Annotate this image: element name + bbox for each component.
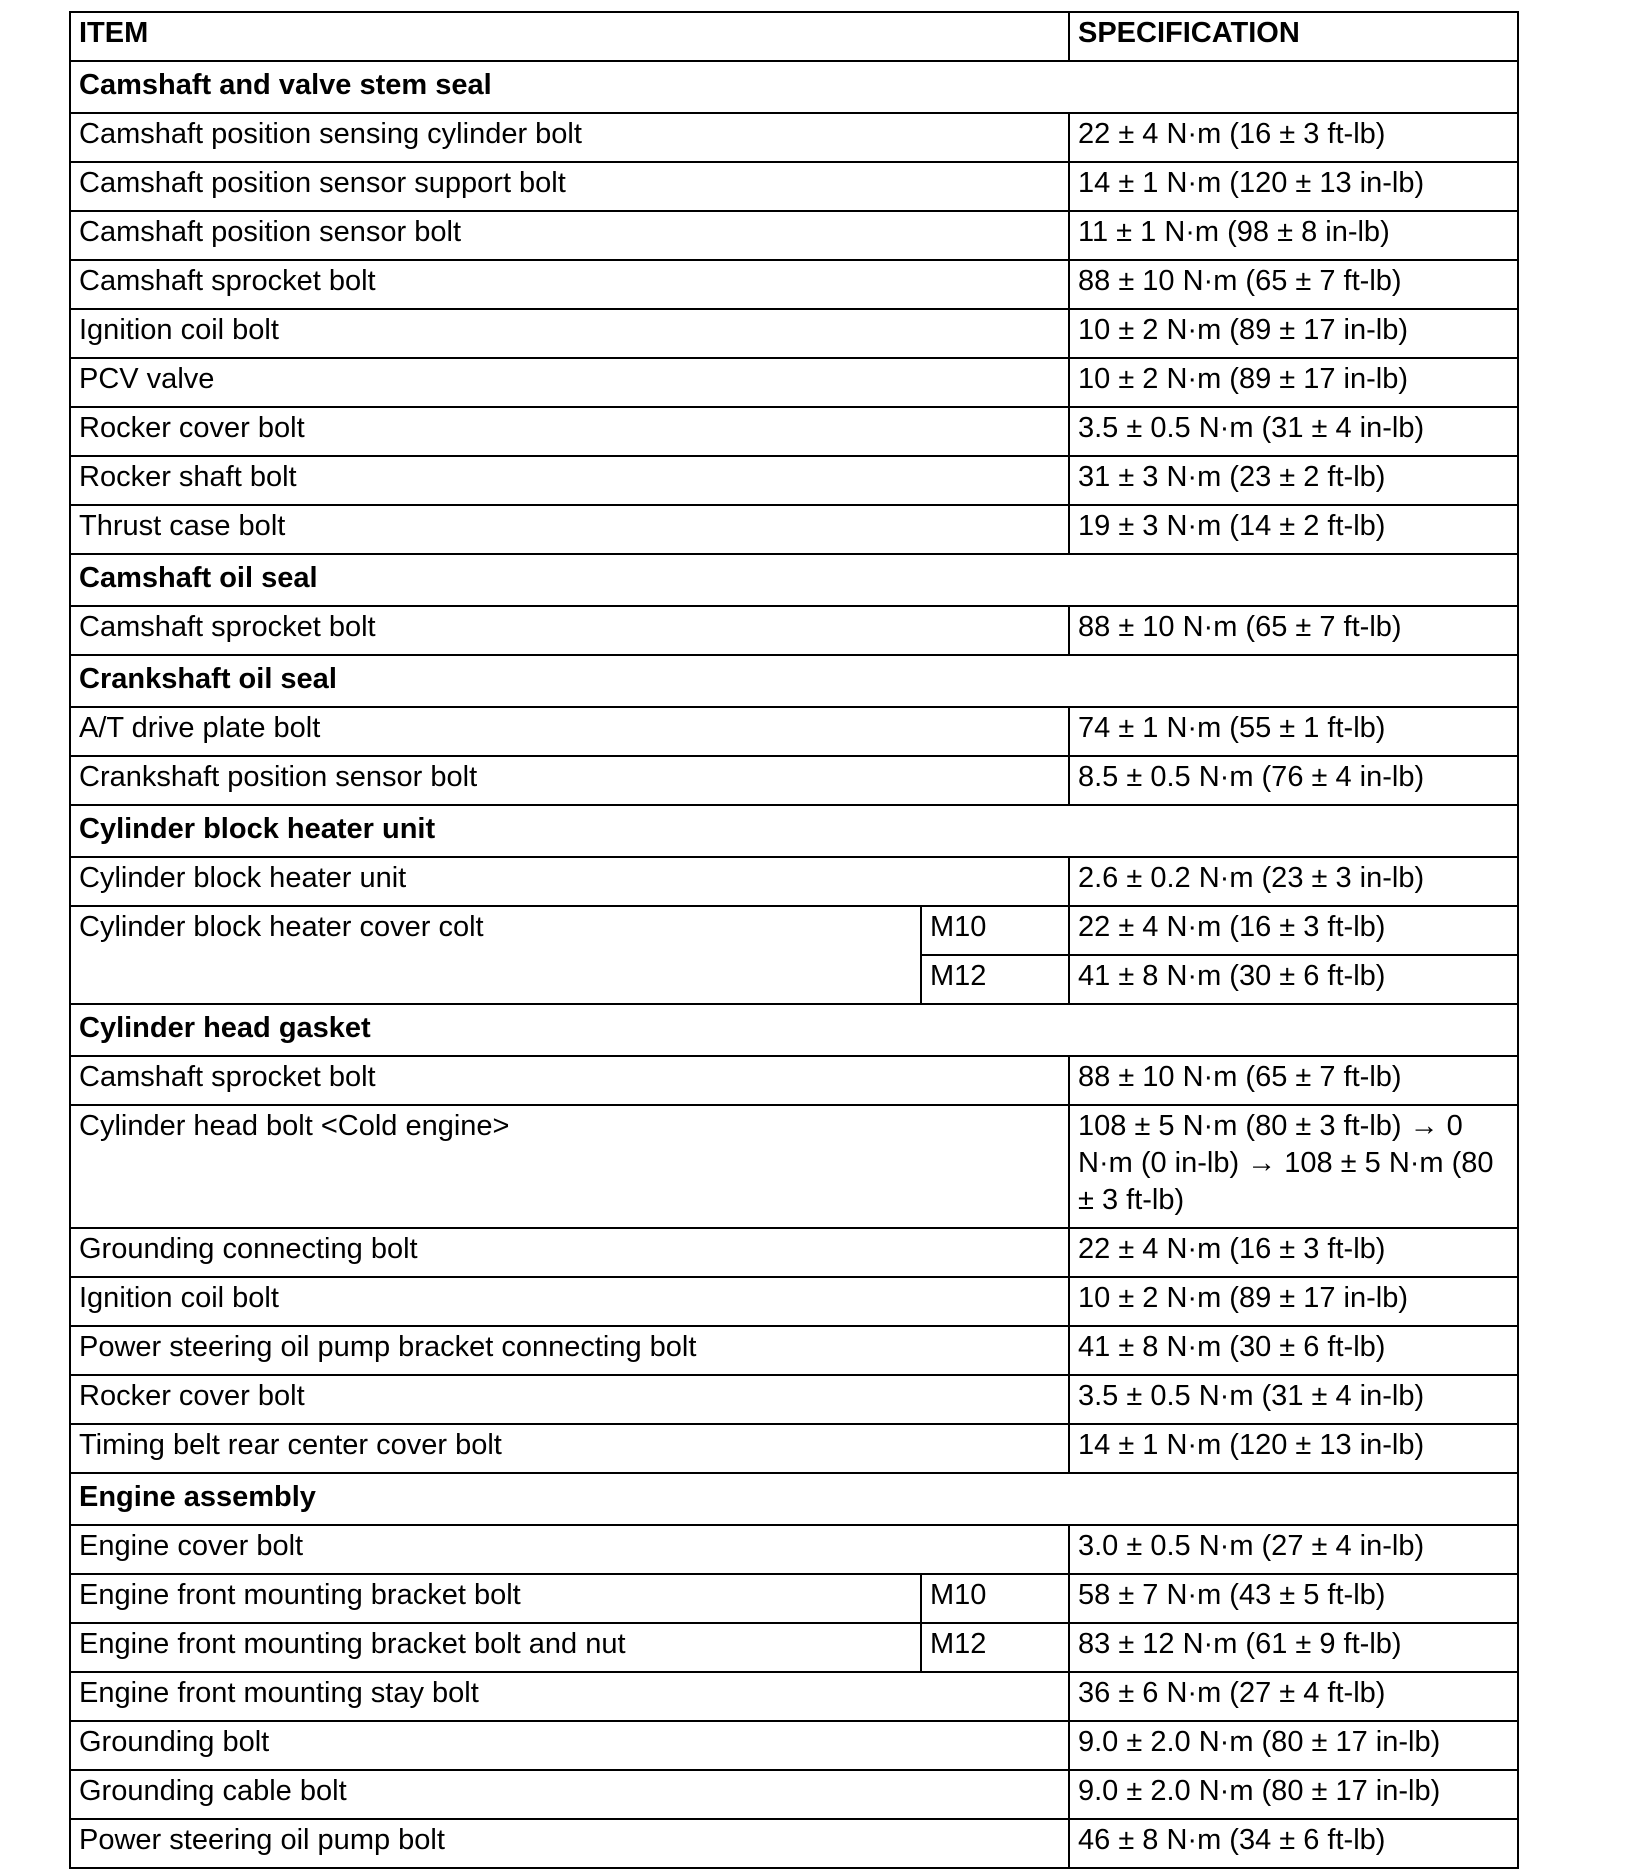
item-cell: Grounding connecting bolt: [70, 1228, 1069, 1277]
item-cell: Timing belt rear center cover bolt: [70, 1424, 1069, 1473]
item-cell: Rocker shaft bolt: [70, 456, 1069, 505]
item-cell: Engine front mounting bracket bolt and nut: [70, 1623, 921, 1672]
spec-cell: 74 ± 1 N·m (55 ± 1 ft-lb): [1069, 707, 1518, 756]
item-column-header: ITEM: [70, 12, 1069, 61]
spec-cell: 8.5 ± 0.5 N·m (76 ± 4 in-lb): [1069, 756, 1518, 805]
spec-cell: 10 ± 2 N·m (89 ± 17 in-lb): [1069, 1277, 1518, 1326]
table-row: [70, 309, 1518, 358]
item-cell: Cylinder head bolt <Cold engine>: [70, 1105, 1069, 1228]
table-row: [70, 1228, 1518, 1277]
section-title: Cylinder block heater unit: [70, 805, 1518, 857]
item-cell: Cylinder block heater cover colt: [70, 906, 921, 1004]
spec-cell: 10 ± 2 N·m (89 ± 17 in-lb): [1069, 358, 1518, 407]
table-row: [70, 1326, 1518, 1375]
section-title: Cylinder head gasket: [70, 1004, 1518, 1056]
table-row: [70, 1623, 1518, 1672]
table-row: [70, 906, 1518, 955]
spec-cell: 22 ± 4 N·m (16 ± 3 ft-lb): [1069, 113, 1518, 162]
spec-cell: 58 ± 7 N·m (43 ± 5 ft-lb): [1069, 1574, 1518, 1623]
section-header-row: [70, 554, 1518, 606]
table-row: [70, 1056, 1518, 1105]
spec-cell: 41 ± 8 N·m (30 ± 6 ft-lb): [1069, 1326, 1518, 1375]
spec-cell: 83 ± 12 N·m (61 ± 9 ft-lb): [1069, 1623, 1518, 1672]
spec-cell: 46 ± 8 N·m (34 ± 6 ft-lb): [1069, 1819, 1518, 1868]
table-row: [70, 1672, 1518, 1721]
section-title: Camshaft and valve stem seal: [70, 61, 1518, 113]
table-row: [70, 358, 1518, 407]
section-header-row: [70, 655, 1518, 707]
item-cell: PCV valve: [70, 358, 1069, 407]
item-cell: Grounding cable bolt: [70, 1770, 1069, 1819]
spec-column-header: SPECIFICATION: [1069, 12, 1518, 61]
section-title: Camshaft oil seal: [70, 554, 1518, 606]
item-cell: Thrust case bolt: [70, 505, 1069, 554]
item-cell: Camshaft sprocket bolt: [70, 260, 1069, 309]
spec-cell: 14 ± 1 N·m (120 ± 13 in-lb): [1069, 1424, 1518, 1473]
table-row: [70, 162, 1518, 211]
table-row: [70, 1375, 1518, 1424]
table-row: [70, 456, 1518, 505]
torque-spec-table: [69, 11, 1519, 1869]
spec-cell: 31 ± 3 N·m (23 ± 2 ft-lb): [1069, 456, 1518, 505]
item-cell: Ignition coil bolt: [70, 309, 1069, 358]
item-cell: Camshaft sprocket bolt: [70, 1056, 1069, 1105]
spec-cell: 14 ± 1 N·m (120 ± 13 in-lb): [1069, 162, 1518, 211]
item-cell: Camshaft position sensor support bolt: [70, 162, 1069, 211]
spec-cell: 10 ± 2 N·m (89 ± 17 in-lb): [1069, 309, 1518, 358]
spec-cell: 22 ± 4 N·m (16 ± 3 ft-lb): [1069, 906, 1518, 955]
section-title: Crankshaft oil seal: [70, 655, 1518, 707]
item-cell: Grounding bolt: [70, 1721, 1069, 1770]
table-row: [70, 1770, 1518, 1819]
table-row: [70, 707, 1518, 756]
spec-cell: 36 ± 6 N·m (27 ± 4 ft-lb): [1069, 1672, 1518, 1721]
item-cell: A/T drive plate bolt: [70, 707, 1069, 756]
item-cell: Engine front mounting bracket bolt: [70, 1574, 921, 1623]
table-row: [70, 260, 1518, 309]
header-row: [70, 12, 1518, 61]
table-row: [70, 1277, 1518, 1326]
size-cell: M12: [921, 1623, 1069, 1672]
section-header-row: [70, 805, 1518, 857]
item-cell: Cylinder block heater unit: [70, 857, 1069, 906]
table-row: [70, 756, 1518, 805]
item-cell: Power steering oil pump bolt: [70, 1819, 1069, 1868]
spec-cell: 19 ± 3 N·m (14 ± 2 ft-lb): [1069, 505, 1518, 554]
size-cell: M10: [921, 906, 1069, 955]
table-row: [70, 505, 1518, 554]
table-row: [70, 113, 1518, 162]
item-cell: Rocker cover bolt: [70, 1375, 1069, 1424]
item-cell: Camshaft sprocket bolt: [70, 606, 1069, 655]
item-cell: Crankshaft position sensor bolt: [70, 756, 1069, 805]
spec-cell: 88 ± 10 N·m (65 ± 7 ft-lb): [1069, 1056, 1518, 1105]
spec-cell: 3.5 ± 0.5 N·m (31 ± 4 in-lb): [1069, 1375, 1518, 1424]
table-row: [70, 606, 1518, 655]
spec-cell: 88 ± 10 N·m (65 ± 7 ft-lb): [1069, 606, 1518, 655]
table-row: [70, 1105, 1518, 1228]
table-row: [70, 1525, 1518, 1574]
size-cell: M12: [921, 955, 1069, 1004]
item-cell: Power steering oil pump bracket connecting bolt: [70, 1326, 1069, 1375]
table-row: [70, 857, 1518, 906]
table-row: [70, 1574, 1518, 1623]
item-cell: Engine cover bolt: [70, 1525, 1069, 1574]
item-cell: Camshaft position sensor bolt: [70, 211, 1069, 260]
spec-cell: 3.0 ± 0.5 N·m (27 ± 4 in-lb): [1069, 1525, 1518, 1574]
spec-cell: 22 ± 4 N·m (16 ± 3 ft-lb): [1069, 1228, 1518, 1277]
table-row: [70, 1721, 1518, 1770]
section-title: Engine assembly: [70, 1473, 1518, 1525]
spec-cell: 9.0 ± 2.0 N·m (80 ± 17 in-lb): [1069, 1770, 1518, 1819]
size-cell: M10: [921, 1574, 1069, 1623]
item-cell: Engine front mounting stay bolt: [70, 1672, 1069, 1721]
spec-cell: 3.5 ± 0.5 N·m (31 ± 4 in-lb): [1069, 407, 1518, 456]
spec-cell: 108 ± 5 N·m (80 ± 3 ft-lb) → 0 N·m (0 in-lb) → 108 ± 5 N·m (80 ± 3 ft-lb): [1069, 1105, 1518, 1228]
spec-cell: 88 ± 10 N·m (65 ± 7 ft-lb): [1069, 260, 1518, 309]
spec-cell: 41 ± 8 N·m (30 ± 6 ft-lb): [1069, 955, 1518, 1004]
spec-cell: 2.6 ± 0.2 N·m (23 ± 3 in-lb): [1069, 857, 1518, 906]
item-cell: Rocker cover bolt: [70, 407, 1069, 456]
section-header-row: [70, 61, 1518, 113]
table-row: [70, 407, 1518, 456]
table-row: [70, 211, 1518, 260]
section-header-row: [70, 1004, 1518, 1056]
table-row: [70, 1424, 1518, 1473]
item-cell: Camshaft position sensing cylinder bolt: [70, 113, 1069, 162]
item-cell: Ignition coil bolt: [70, 1277, 1069, 1326]
spec-table-body: [70, 61, 1518, 1868]
section-header-row: [70, 1473, 1518, 1525]
spec-cell: 11 ± 1 N·m (98 ± 8 in-lb): [1069, 211, 1518, 260]
spec-cell: 9.0 ± 2.0 N·m (80 ± 17 in-lb): [1069, 1721, 1518, 1770]
